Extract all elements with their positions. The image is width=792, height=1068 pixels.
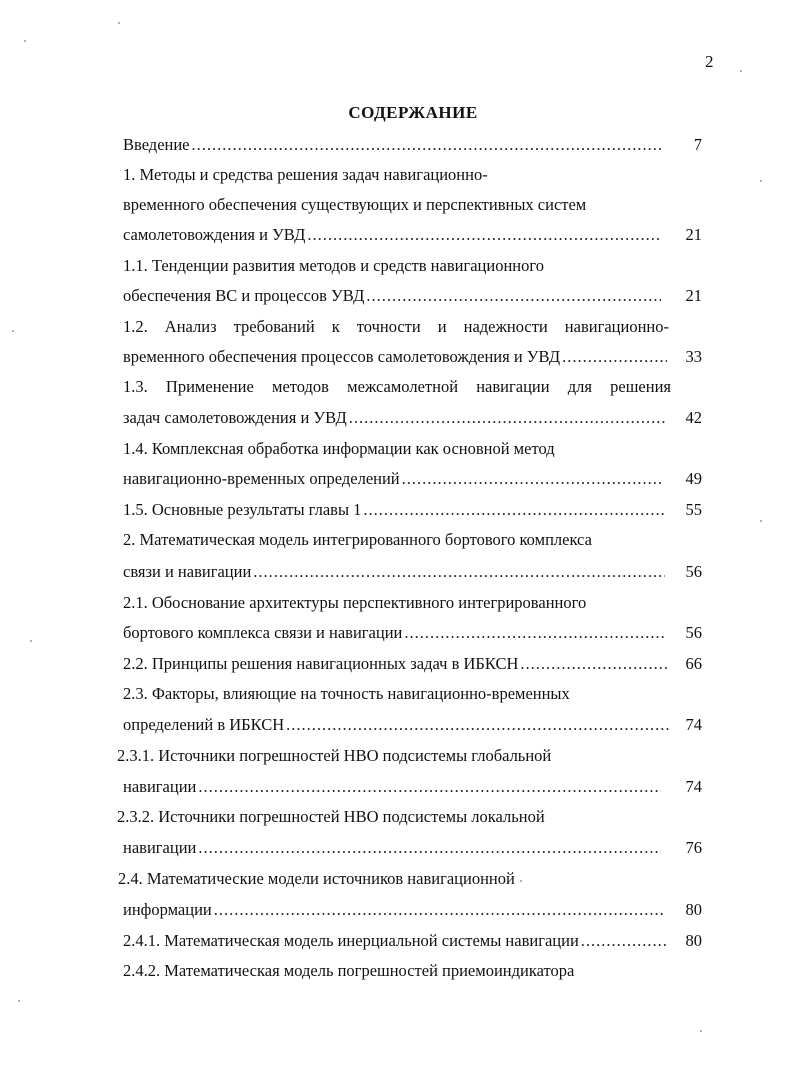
toc-entry-2-3-2[interactable] xyxy=(123,833,665,863)
toc-entry-line: 2.4. Математические модели источников навигационной xyxy=(118,869,515,888)
toc-entry-text: самолетовождения и УВД xyxy=(123,225,306,244)
toc-entry-2-2[interactable] xyxy=(123,649,672,679)
toc-entry-text: 2.2. Принципы решения навигационных задач в ИБКСН xyxy=(123,654,519,673)
toc-entry-line: 1.2. Анализ требований к точности и надежности навигационно- xyxy=(123,317,669,336)
toc-entry-1-5[interactable] xyxy=(123,495,668,525)
dot-leader xyxy=(349,403,665,433)
toc-entry-text: задач самолетовождения и УВД xyxy=(123,408,347,427)
toc-page-number: 66 xyxy=(685,654,702,673)
toc-entry-text: обеспечения ВС и процессов УВД xyxy=(123,286,365,305)
scan-speck xyxy=(520,880,522,882)
dot-leader xyxy=(366,281,661,311)
toc-page-number: 7 xyxy=(693,135,702,154)
toc-entry-1-4[interactable] xyxy=(123,464,668,494)
dot-leader xyxy=(363,495,664,525)
toc-entry-1-2[interactable] xyxy=(123,342,671,372)
toc-page-number: 21 xyxy=(685,286,702,305)
scan-speck xyxy=(12,330,14,332)
toc-entry-line: 1.4. Комплексная обработка информации как основной метод xyxy=(123,439,555,458)
toc-page-number: 33 xyxy=(685,347,702,366)
toc-entry-line: 2.1. Обоснование архитектуры перспективного интегрированного xyxy=(123,593,587,612)
toc-entry-text: связи и навигации xyxy=(123,562,252,581)
toc-entry-text: Введение xyxy=(123,135,190,154)
dot-leader xyxy=(286,710,669,740)
toc-entry-text: навигационно-временных определений xyxy=(123,469,400,488)
toc-entry-1-1[interactable] xyxy=(123,281,665,311)
toc-entry-2-3-1[interactable] xyxy=(123,772,665,802)
toc-page-number: 80 xyxy=(685,931,702,950)
toc-entry-chapter-1[interactable] xyxy=(123,220,665,250)
toc-page-number: 76 xyxy=(685,838,702,857)
toc-entry-line: 1. Методы и средства решения задач навигационно- xyxy=(123,165,488,184)
toc-entry-line: 1.1. Тенденции развития методов и средств навигационного xyxy=(123,256,544,275)
toc-page-number: 49 xyxy=(685,469,702,488)
toc-page-number: 74 xyxy=(685,777,702,796)
toc-entry-2-4[interactable] xyxy=(123,895,669,925)
toc-entry-line: 2.3.2. Источники погрешностей НВО подсистемы локальной xyxy=(117,807,545,826)
toc-entry-text: бортового комплекса связи и навигации xyxy=(123,623,403,642)
toc-page-number: 74 xyxy=(685,715,702,734)
scan-speck xyxy=(18,1000,20,1002)
toc-page-number: 55 xyxy=(685,500,702,519)
toc-entry-text: информации xyxy=(123,900,212,919)
scan-speck xyxy=(24,40,26,42)
toc-entry-text: навигации xyxy=(123,838,197,857)
toc-entry-2-3[interactable] xyxy=(123,710,673,740)
toc-page-number: 21 xyxy=(685,225,702,244)
dot-leader xyxy=(214,895,665,925)
toc-entry-line: 2. Математическая модель интегрированного бортового комплекса xyxy=(123,530,592,549)
toc-entry-text: временного обеспечения процессов самолетовождения и УВД xyxy=(123,347,561,366)
toc-entry-text: определений в ИБКСН xyxy=(123,715,285,734)
scan-speck xyxy=(700,1030,702,1032)
toc-entry-text: 1.5. Основные результаты главы 1 xyxy=(123,500,362,519)
toc-entry-2-4-1[interactable] xyxy=(123,926,673,956)
toc-page-number: 42 xyxy=(685,408,702,427)
dot-leader xyxy=(192,130,661,160)
scan-speck xyxy=(760,180,762,182)
toc-entry-text: навигации xyxy=(123,777,197,796)
dot-leader xyxy=(402,464,664,494)
toc-page-number: 56 xyxy=(685,623,702,642)
toc-entry-introduction[interactable] xyxy=(123,130,665,160)
dot-leader xyxy=(307,220,661,250)
toc-entry-1-3[interactable] xyxy=(123,403,669,433)
dot-leader xyxy=(404,618,664,648)
dot-leader xyxy=(198,772,661,802)
toc-entry-chapter-2[interactable] xyxy=(123,557,669,587)
toc-entry-text: 2.4.1. Математическая модель инерциальной системы навигации xyxy=(123,931,579,950)
toc-entry-2-4-2[interactable]: 2.4.2. Математическая модель погрешностей приемоиндикатора xyxy=(123,961,575,980)
toc-page-number: 56 xyxy=(685,562,702,581)
dot-leader xyxy=(198,833,661,863)
toc-entry-line: 2.3. Факторы, влияющие на точность навигационно-временных xyxy=(123,684,570,703)
scan-speck xyxy=(760,520,762,522)
toc-entry-2-1[interactable] xyxy=(123,618,668,648)
scan-speck xyxy=(740,70,742,72)
page-title: СОДЕРЖАНИЕ xyxy=(348,103,478,122)
toc-entry-line: временного обеспечения существующих и перспективных систем xyxy=(123,195,587,214)
scan-speck xyxy=(118,22,120,24)
dot-leader xyxy=(253,557,665,587)
dot-leader xyxy=(520,649,668,679)
toc-entry-line: 2.3.1. Источники погрешностей НВО подсистемы глобальной xyxy=(117,746,552,765)
page-number: 2 xyxy=(705,52,714,71)
scan-speck xyxy=(30,640,32,642)
toc-entry-line: 1.3. Применение методов межсамолетной навигации для решения xyxy=(123,377,671,396)
toc-page-number: 80 xyxy=(685,900,702,919)
